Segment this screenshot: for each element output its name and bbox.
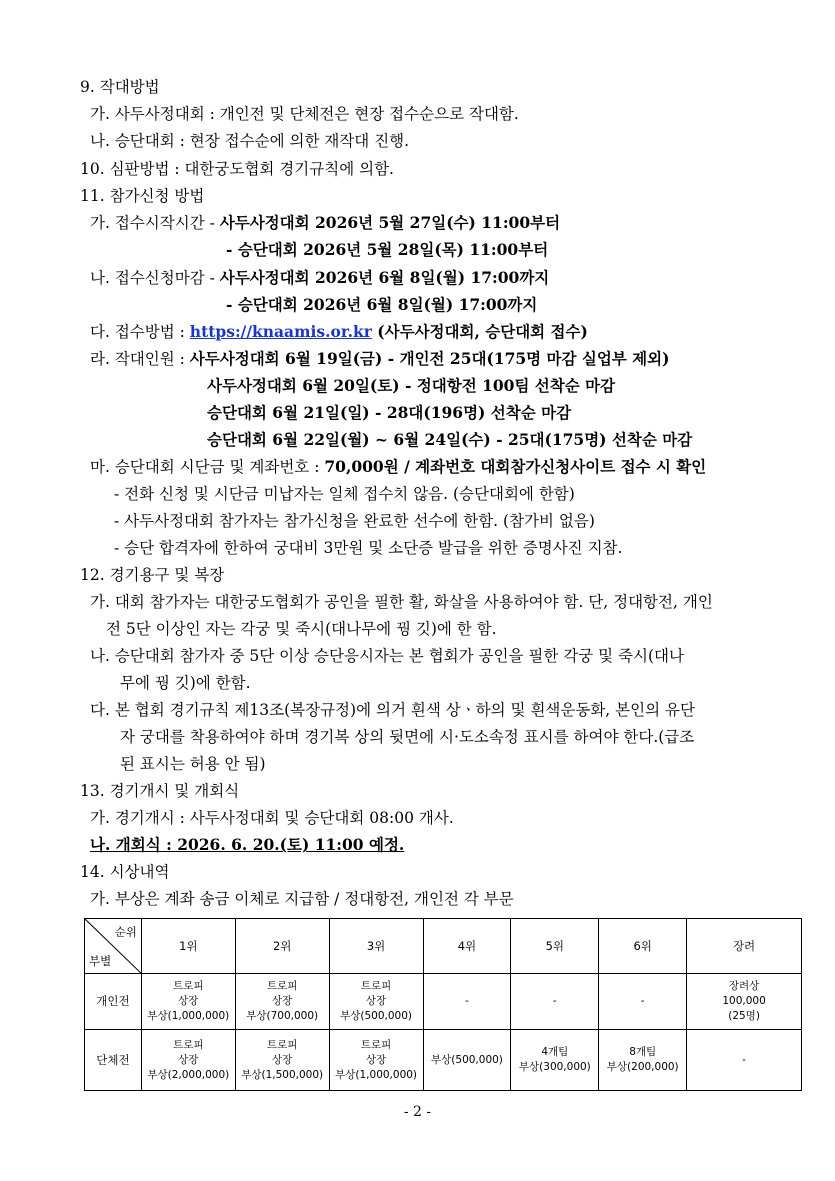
- section-11-item-e-bold: 70,000원 / 계좌번호 대회참가신청사이트 접수 시 확인: [324, 457, 707, 476]
- section-11-note-3: - 승단 합격자에 한하여 궁대비 3만원 및 소단증 발급을 위한 증명사진 지참.: [114, 539, 623, 557]
- section-11-item-a-label: 가. 접수시작시간 -: [90, 214, 220, 232]
- section-11-item-e: [90, 457, 706, 477]
- header-cell: 3위: [329, 919, 423, 974]
- section-12-item-b-line2: 무에 꿩 깃)에 한함.: [120, 674, 251, 692]
- section-11-item-d: [90, 349, 669, 369]
- table-cell: -: [511, 974, 599, 1030]
- section-12-item-a-line1: 가. 대회 참가자는 대한궁도협회가 공인을 필한 활, 화살을 사용하여야 함. 단, 정대항전, 개인: [90, 593, 713, 611]
- corner-rank-label: 순위: [114, 925, 137, 939]
- table-cell: -: [687, 1030, 802, 1091]
- header-cell: 2위: [235, 919, 329, 974]
- table-cell: -: [599, 974, 687, 1030]
- section-12-item-c-line3: 된 표시는 허용 안 됨): [120, 755, 266, 773]
- table-row: [85, 1030, 802, 1091]
- section-11-item-d-line1: 사두사정대회 6월 19일(금) - 개인전 25대(175명 마감 실업부 제외): [189, 349, 670, 368]
- prize-table-header-row: [85, 919, 802, 974]
- table-cell: 트로피 상장 부상(500,000): [329, 974, 423, 1030]
- section-14-item-a: 가. 부상은 계좌 송금 이체로 지급함 / 정대항전, 개인전 각 부문: [90, 890, 514, 908]
- header-cell: 5위: [511, 919, 599, 974]
- section-11-item-c-label: 다. 접수방법 :: [90, 323, 190, 341]
- section-11-item-c-rest: (사두사정대회, 승단대회 접수): [371, 322, 588, 341]
- section-11-item-d-label: 라. 작대인원 :: [90, 350, 190, 368]
- table-cell: 4개팀 부상(300,000): [511, 1030, 599, 1091]
- section-12-title: 12. 경기용구 및 복장: [80, 566, 225, 584]
- section-11-item-b-line2: - 승단대회 2026년 6월 8일(월) 17:00까지: [226, 295, 538, 314]
- section-11-item-a-line1: 사두사정대회 2026년 5월 27일(수) 11:00부터: [219, 213, 561, 232]
- section-11-item-d-line3: 승단대회 6월 21일(일) - 28대(196명) 선착순 마감: [207, 403, 572, 422]
- row-label: 단체전: [85, 1030, 142, 1091]
- section-11-note-1: - 전화 신청 및 시단금 미납자는 일체 접수치 않음. (승단대회에 한함): [114, 485, 575, 503]
- table-cell: 트로피 상장 부상(1,000,000): [329, 1030, 423, 1091]
- table-cell: -: [423, 974, 511, 1030]
- prize-table-corner: [85, 919, 142, 974]
- page-number: - 2 -: [403, 1104, 432, 1120]
- row-label: 개인전: [85, 974, 142, 1030]
- section-12-item-a-line2: 전 5단 이상인 자는 각궁 및 죽시(대나무에 꿩 깃)에 한 함.: [106, 620, 497, 638]
- section-13-item-b: 나. 개회식 : 2026. 6. 20.(토) 11:00 예정.: [90, 835, 405, 854]
- section-9-title: 9. 작대방법: [80, 78, 160, 96]
- section-14-title: 14. 시상내역: [80, 863, 170, 881]
- section-11-item-c: [90, 322, 588, 342]
- header-cell: 1위: [141, 919, 235, 974]
- section-12-item-c-line2: 자 궁대를 착용하여야 하며 경기복 상의 뒷면에 시·도소속정 표시를 하여야 한다.(급조: [120, 728, 695, 746]
- table-cell: 트로피 상장 부상(1,500,000): [235, 1030, 329, 1091]
- section-13-item-a: 가. 경기개시 : 사두사정대회 및 승단대회 08:00 개사.: [90, 809, 454, 827]
- section-11-title: 11. 참가신청 방법: [80, 187, 205, 205]
- section-9-item-a: 가. 사두사정대회 : 개인전 및 단체전은 현장 접수순으로 작대함.: [90, 105, 519, 123]
- prize-table: [84, 918, 802, 1091]
- section-11-item-d-line2: 사두사정대회 6월 20일(토) - 정대항전 100팀 선착순 마감: [207, 376, 616, 395]
- section-11-item-b-line1: 사두사정대회 2026년 6월 8일(월) 17:00까지: [219, 268, 550, 287]
- table-cell: 부상(500,000): [423, 1030, 511, 1091]
- table-cell: 장려상 100,000 (25명): [687, 974, 802, 1030]
- section-11-item-d-line4: 승단대회 6월 22일(월) ~ 6월 24일(수) - 25대(175명) 선착순 마감: [207, 430, 693, 449]
- table-cell: 트로피 상장 부상(2,000,000): [141, 1030, 235, 1091]
- section-11-note-2: - 사두사정대회 참가자는 참가신청을 완료한 선수에 한함. (참가비 없음): [114, 512, 595, 530]
- section-11-item-e-label: 마. 승단대회 시단금 및 계좌번호 :: [90, 458, 325, 476]
- header-cell: 장려: [687, 919, 802, 974]
- header-cell: 6위: [599, 919, 687, 974]
- section-11-item-a: [90, 213, 560, 233]
- section-13-title: 13. 경기개시 및 개회식: [80, 782, 240, 800]
- section-10: 10. 심판방법 : 대한궁도협회 경기규칙에 의함.: [80, 160, 394, 178]
- table-cell: 8개팀 부상(200,000): [599, 1030, 687, 1091]
- section-11-item-a-line2: - 승단대회 2026년 5월 28일(목) 11:00부터: [226, 240, 549, 259]
- section-12-item-c-line1: 다. 본 협회 경기규칙 제13조(복장규정)에 의거 흰색 상ㆍ하의 및 흰색운동화, 본인의 유단: [90, 701, 695, 719]
- table-row: [85, 974, 802, 1030]
- table-cell: 트로피 상장 부상(700,000): [235, 974, 329, 1030]
- section-12-item-b-line1: 나. 승단대회 참가자 중 5단 이상 승단응시자는 본 협회가 공인을 필한 각궁 및 죽시(대나: [90, 647, 684, 665]
- registration-link[interactable]: https://knaamis.or.kr: [189, 322, 372, 341]
- table-cell: 트로피 상장 부상(1,000,000): [141, 974, 235, 1030]
- section-11-item-b: [90, 268, 549, 288]
- header-cell: 4위: [423, 919, 511, 974]
- corner-division-label: 부별: [89, 954, 112, 968]
- section-11-item-b-label: 나. 접수신청마감 -: [90, 269, 220, 287]
- section-9-item-b: 나. 승단대회 : 현장 접수순에 의한 재작대 진행.: [90, 132, 410, 150]
